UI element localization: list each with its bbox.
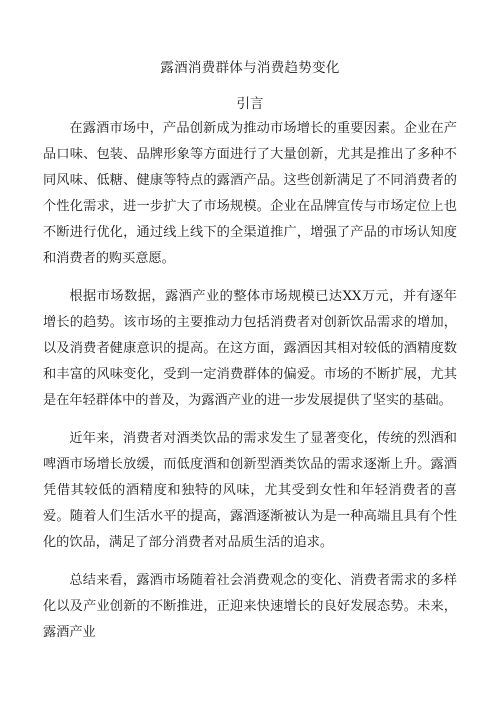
paragraph-3: 近年来，消费者对酒类饮品的需求发生了显著变化，传统的烈酒和啤酒市场增长放缓，而低度酒和创新型酒类饮品的需求逐渐上升。露酒凭借其较低的酒精度和独特的风味，尤其受到女性和年轻消费者的喜爱。随着人们生活水平的提高，露酒逐渐被认为是一种高端且具有个性化的饮品，满足了部分消费者对品质生活的追求。 xyxy=(43,431,457,550)
paragraph-1: 在露酒市场中，产品创新成为推动市场增长的重要因素。企业在产品口味、包装、品牌形象等方面进行了大量创新，尤其是推出了多种不同风味、低糖、健康等特点的露酒产品。这些创新满足了不同消费者的个性化需求，进一步扩大了市场规模。企业在品牌宣传与市场定位上也不断进行优化，通过线上线下的全渠道推广，增强了产品的市场认知度和消费者的购买意愿。 xyxy=(43,121,457,266)
paragraph-4: 总结来看，露酒市场随着社会消费观念的变化、消费者需求的多样化以及产业创新的不断推进，正迎来快速增长的良好发展态势。未来，露酒产业 xyxy=(43,573,457,640)
section-heading: 引言 xyxy=(236,96,264,112)
document-title: 露酒消费群体与消费趋势变化 xyxy=(160,60,340,76)
body-text xyxy=(43,116,457,658)
paragraph-2: 根据市场数据，露酒产业的整体市场规模已达XX万元，并有逐年增长的趋势。该市场的主要推动力包括消费者对创新饮品需求的增加，以及消费者健康意识的提高。在这方面，露酒因其相对较低的酒精度数和丰富的风味变化，受到一定消费群体的偏爱。市场的不断扩展，尤其是在年轻群体中的普及，为露酒产业的进一步发展提供了坚实的基础。 xyxy=(43,289,457,408)
